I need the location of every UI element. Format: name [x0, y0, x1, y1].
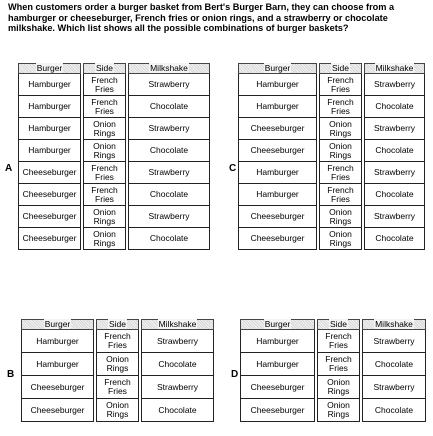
side-cell: Onion Rings — [318, 376, 360, 399]
burger-cell: Hamburger — [19, 74, 81, 96]
burger-cell: Cheeseburger — [19, 228, 81, 250]
header-milkshake: Milkshake — [365, 64, 425, 74]
burger-cell: Cheeseburger — [239, 140, 317, 162]
side-cell: Onion Rings — [97, 399, 139, 422]
milkshake-cell: Strawberry — [363, 376, 426, 399]
header-milkshake: Milkshake — [142, 320, 214, 330]
milkshake-cell: Strawberry — [363, 330, 426, 353]
burger-cell: Cheeseburger — [239, 228, 317, 250]
burger-cell: Cheeseburger — [22, 399, 94, 422]
burger-cell: Cheeseburger — [19, 162, 81, 184]
option-c-table — [238, 63, 425, 250]
table-row — [239, 118, 425, 140]
milkshake-cell: Strawberry — [365, 118, 425, 140]
option-a-table — [18, 63, 210, 250]
milkshake-cell: Strawberry — [129, 118, 210, 140]
burger-cell: Cheeseburger — [239, 118, 317, 140]
option-b-table — [21, 319, 214, 422]
milkshake-cell: Chocolate — [363, 399, 426, 422]
table-row — [19, 74, 210, 96]
header-side: Side — [97, 320, 139, 330]
burger-cell: Hamburger — [239, 74, 317, 96]
side-cell: Onion Rings — [84, 140, 126, 162]
milkshake-cell: Chocolate — [142, 399, 214, 422]
side-cell: French Fries — [84, 96, 126, 118]
side-cell: French Fries — [320, 184, 362, 206]
table-row — [19, 184, 210, 206]
milkshake-cell: Chocolate — [129, 140, 210, 162]
table-row — [239, 162, 425, 184]
milkshake-cell: Strawberry — [129, 162, 210, 184]
side-cell: Onion Rings — [97, 353, 139, 376]
table-row — [239, 206, 425, 228]
milkshake-cell: Chocolate — [365, 228, 425, 250]
option-letter-b[interactable]: B — [7, 369, 15, 380]
burger-cell: Hamburger — [19, 118, 81, 140]
milkshake-cell: Strawberry — [365, 74, 425, 96]
milkshake-cell: Chocolate — [365, 140, 425, 162]
burger-cell: Hamburger — [22, 330, 94, 353]
header-burger: Burger — [19, 64, 81, 74]
milkshake-cell: Chocolate — [129, 184, 210, 206]
table-row — [22, 399, 214, 422]
milkshake-cell: Chocolate — [365, 184, 425, 206]
table-row — [241, 353, 426, 376]
milkshake-cell: Chocolate — [129, 96, 210, 118]
burger-cell: Hamburger — [22, 353, 94, 376]
side-cell: French Fries — [97, 330, 139, 353]
header-side: Side — [84, 64, 126, 74]
table-row — [19, 118, 210, 140]
side-cell: French Fries — [84, 162, 126, 184]
table-row — [239, 74, 425, 96]
side-cell: Onion Rings — [320, 140, 362, 162]
side-cell: Onion Rings — [84, 228, 126, 250]
burger-cell: Cheeseburger — [22, 376, 94, 399]
burger-cell: Hamburger — [241, 330, 315, 353]
side-cell: Onion Rings — [320, 118, 362, 140]
burger-cell: Cheeseburger — [241, 376, 315, 399]
table-row — [22, 353, 214, 376]
burger-cell: Hamburger — [239, 96, 317, 118]
header-burger: Burger — [22, 320, 94, 330]
burger-cell: Cheeseburger — [19, 184, 81, 206]
side-cell: Onion Rings — [320, 206, 362, 228]
table-row — [241, 330, 426, 353]
header-burger: Burger — [239, 64, 317, 74]
milkshake-cell: Strawberry — [365, 206, 425, 228]
table-row — [22, 330, 214, 353]
side-cell: French Fries — [320, 162, 362, 184]
milkshake-cell: Chocolate — [129, 228, 210, 250]
milkshake-cell: Chocolate — [142, 353, 214, 376]
header-milkshake: Milkshake — [363, 320, 426, 330]
table-row — [19, 228, 210, 250]
milkshake-cell: Strawberry — [365, 162, 425, 184]
table-row — [239, 184, 425, 206]
burger-cell: Hamburger — [19, 96, 81, 118]
option-letter-d[interactable]: D — [231, 369, 239, 380]
milkshake-cell: Strawberry — [142, 330, 214, 353]
table-row — [239, 96, 425, 118]
side-cell: French Fries — [320, 96, 362, 118]
burger-cell: Hamburger — [19, 140, 81, 162]
table-row — [19, 162, 210, 184]
side-cell: French Fries — [318, 330, 360, 353]
milkshake-cell: Strawberry — [129, 74, 210, 96]
side-cell: French Fries — [84, 184, 126, 206]
burger-cell: Hamburger — [239, 162, 317, 184]
burger-cell: Hamburger — [239, 184, 317, 206]
header-side: Side — [320, 64, 362, 74]
option-letter-c[interactable]: C — [229, 163, 237, 174]
table-row — [239, 228, 425, 250]
milkshake-cell: Strawberry — [129, 206, 210, 228]
milkshake-cell: Chocolate — [365, 96, 425, 118]
side-cell: Onion Rings — [318, 399, 360, 422]
side-cell: French Fries — [318, 353, 360, 376]
table-row — [241, 376, 426, 399]
header-burger: Burger — [241, 320, 315, 330]
table-row — [22, 376, 214, 399]
side-cell: Onion Rings — [84, 118, 126, 140]
side-cell: French Fries — [320, 74, 362, 96]
burger-cell: Hamburger — [241, 353, 315, 376]
side-cell: French Fries — [97, 376, 139, 399]
table-row — [19, 206, 210, 228]
burger-cell: Cheeseburger — [19, 206, 81, 228]
side-cell: French Fries — [84, 74, 126, 96]
burger-cell: Cheeseburger — [241, 399, 315, 422]
table-row — [241, 399, 426, 422]
header-side: Side — [318, 320, 360, 330]
side-cell: Onion Rings — [84, 206, 126, 228]
milkshake-cell: Chocolate — [363, 353, 426, 376]
question-text: When customers order a burger basket from Bert's Burger Barn, they can choose from a hamburger or cheeseburger, French fries or onion rings, and a strawberry or chocolate milkshake. Which list shows all the possible combinations of burger baskets? — [8, 2, 395, 34]
option-letter-a[interactable]: A — [5, 163, 13, 174]
table-row — [239, 140, 425, 162]
table-row — [19, 96, 210, 118]
burger-cell: Cheeseburger — [239, 206, 317, 228]
table-row — [19, 140, 210, 162]
milkshake-cell: Strawberry — [142, 376, 214, 399]
header-milkshake: Milkshake — [129, 64, 210, 74]
option-d-table — [240, 319, 426, 422]
side-cell: Onion Rings — [320, 228, 362, 250]
